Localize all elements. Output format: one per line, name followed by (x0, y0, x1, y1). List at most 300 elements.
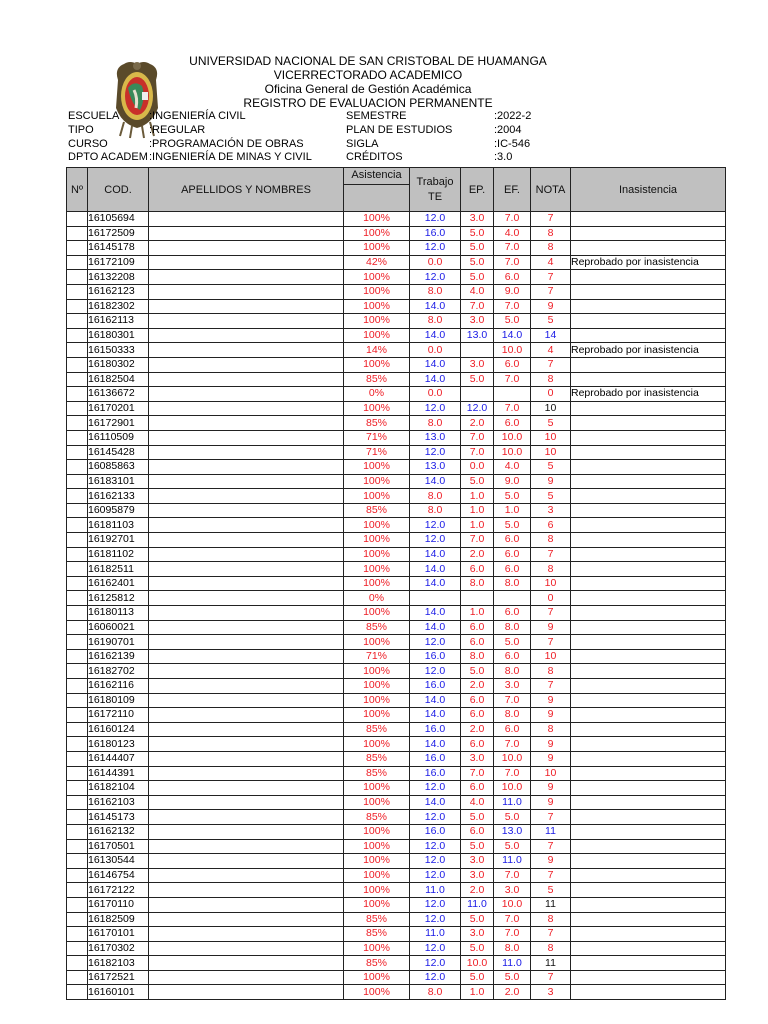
work-grade: 12.0 (410, 664, 461, 679)
final-grade: 7 (531, 810, 571, 825)
row-number (67, 751, 88, 766)
ep-grade: 6.0 (461, 708, 494, 723)
ef-grade: 5.0 (494, 314, 531, 329)
ep-grade: 5.0 (461, 270, 494, 285)
absence-status (571, 357, 726, 372)
ef-grade: 13.0 (494, 824, 531, 839)
student-name (149, 212, 344, 227)
row-number (67, 737, 88, 752)
absence-status (571, 606, 726, 621)
student-name (149, 562, 344, 577)
row-number (67, 387, 88, 402)
attendance-value: 100% (344, 314, 410, 329)
row-number (67, 795, 88, 810)
student-name (149, 299, 344, 314)
student-name (149, 416, 344, 431)
student-name (149, 635, 344, 650)
student-code: 16060021 (88, 620, 149, 635)
ep-grade: 8.0 (461, 576, 494, 591)
work-grade: 0.0 (410, 255, 461, 270)
ef-grade: 7.0 (494, 868, 531, 883)
final-grade: 7 (531, 868, 571, 883)
absence-status (571, 591, 726, 606)
row-number (67, 547, 88, 562)
student-code: 16170501 (88, 839, 149, 854)
work-grade: 14.0 (410, 606, 461, 621)
absence-status (571, 474, 726, 489)
escuela-label: ESCUELA (68, 110, 120, 122)
student-name (149, 751, 344, 766)
attendance-value: 85% (344, 766, 410, 781)
table-row (67, 854, 726, 869)
row-number (67, 401, 88, 416)
ef-grade: 6.0 (494, 649, 531, 664)
creditos-value: :3.0 (494, 151, 513, 163)
attendance-value: 100% (344, 270, 410, 285)
student-code: 16172122 (88, 883, 149, 898)
grades-table (66, 167, 726, 1000)
ef-grade: 6.0 (494, 562, 531, 577)
attendance-value: 100% (344, 854, 410, 869)
table-row (67, 824, 726, 839)
table-row (67, 416, 726, 431)
attendance-value: 100% (344, 547, 410, 562)
ef-grade: 8.0 (494, 620, 531, 635)
student-name (149, 985, 344, 1000)
absence-status (571, 299, 726, 314)
ep-grade: 5.0 (461, 912, 494, 927)
student-code: 16132208 (88, 270, 149, 285)
final-grade: 10 (531, 766, 571, 781)
ep-grade (461, 387, 494, 402)
row-number (67, 460, 88, 475)
attendance-value: 0% (344, 387, 410, 402)
absence-status (571, 693, 726, 708)
row-number (67, 635, 88, 650)
work-grade: 12.0 (410, 270, 461, 285)
student-name (149, 357, 344, 372)
ep-grade: 1.0 (461, 985, 494, 1000)
absence-status (571, 489, 726, 504)
ef-grade: 5.0 (494, 810, 531, 825)
final-grade: 8 (531, 241, 571, 256)
row-number (67, 649, 88, 664)
table-row (67, 912, 726, 927)
row-number (67, 693, 88, 708)
attendance-value: 100% (344, 606, 410, 621)
ef-grade: 9.0 (494, 284, 531, 299)
student-code: 16145173 (88, 810, 149, 825)
creditos-label: CRÉDITOS (346, 151, 403, 163)
student-name (149, 489, 344, 504)
absence-status (571, 810, 726, 825)
student-code: 16170110 (88, 897, 149, 912)
student-name (149, 781, 344, 796)
work-grade: 0.0 (410, 343, 461, 358)
ef-grade: 6.0 (494, 357, 531, 372)
table-row (67, 489, 726, 504)
student-name (149, 576, 344, 591)
ep-grade: 5.0 (461, 941, 494, 956)
attendance-value: 85% (344, 751, 410, 766)
student-code: 16162113 (88, 314, 149, 329)
student-code: 16172109 (88, 255, 149, 270)
table-row (67, 518, 726, 533)
ep-grade: 3.0 (461, 868, 494, 883)
ef-grade: 10.0 (494, 430, 531, 445)
final-grade: 10 (531, 430, 571, 445)
col-header-num: Nº (67, 168, 88, 212)
student-code: 16095879 (88, 503, 149, 518)
student-code: 16170101 (88, 927, 149, 942)
ef-grade: 14.0 (494, 328, 531, 343)
row-number (67, 372, 88, 387)
ef-grade: 8.0 (494, 576, 531, 591)
table-row (67, 562, 726, 577)
student-name (149, 912, 344, 927)
student-code: 16172521 (88, 970, 149, 985)
table-row (67, 751, 726, 766)
col-header-attendance: Asistencia (344, 168, 410, 185)
ep-grade: 5.0 (461, 474, 494, 489)
final-grade: 4 (531, 343, 571, 358)
attendance-subheader (344, 185, 410, 212)
table-row (67, 460, 726, 475)
final-grade: 7 (531, 270, 571, 285)
work-grade: 12.0 (410, 810, 461, 825)
dpto-label: DPTO ACADEM (68, 151, 148, 163)
final-grade: 0 (531, 387, 571, 402)
student-name (149, 854, 344, 869)
absence-status (571, 372, 726, 387)
final-grade: 11 (531, 956, 571, 971)
table-row (67, 927, 726, 942)
student-code: 16180302 (88, 357, 149, 372)
attendance-value: 85% (344, 620, 410, 635)
absence-status (571, 649, 726, 664)
ef-grade: 4.0 (494, 226, 531, 241)
plan-value: :2004 (494, 124, 522, 136)
final-grade: 10 (531, 401, 571, 416)
table-row (67, 722, 726, 737)
work-grade: 14.0 (410, 576, 461, 591)
table-row (67, 766, 726, 781)
final-grade: 14 (531, 328, 571, 343)
office-name: Oficina General de Gestión Académica (264, 82, 472, 96)
row-number (67, 897, 88, 912)
attendance-value: 85% (344, 912, 410, 927)
attendance-value: 100% (344, 693, 410, 708)
ef-grade: 5.0 (494, 489, 531, 504)
final-grade: 10 (531, 576, 571, 591)
student-code: 16162123 (88, 284, 149, 299)
ep-grade: 2.0 (461, 416, 494, 431)
ef-grade: 7.0 (494, 372, 531, 387)
absence-status (571, 416, 726, 431)
ef-grade: 10.0 (494, 445, 531, 460)
work-grade: 12.0 (410, 897, 461, 912)
row-number (67, 226, 88, 241)
student-name (149, 284, 344, 299)
attendance-value: 100% (344, 635, 410, 650)
absence-status (571, 635, 726, 650)
sigla-value: :IC-546 (494, 138, 531, 150)
ep-grade: 7.0 (461, 445, 494, 460)
col-header-grade: NOTA (531, 168, 571, 212)
table-row (67, 781, 726, 796)
attendance-value: 85% (344, 372, 410, 387)
row-number (67, 722, 88, 737)
ef-grade: 11.0 (494, 956, 531, 971)
table-row (67, 270, 726, 285)
attendance-value: 42% (344, 255, 410, 270)
final-grade: 9 (531, 737, 571, 752)
ep-grade: 5.0 (461, 241, 494, 256)
absence-status (571, 547, 726, 562)
ep-grade: 6.0 (461, 620, 494, 635)
work-grade: 12.0 (410, 854, 461, 869)
attendance-value: 100% (344, 839, 410, 854)
table-row (67, 357, 726, 372)
attendance-value: 100% (344, 460, 410, 475)
ep-grade: 5.0 (461, 664, 494, 679)
ef-grade: 9.0 (494, 474, 531, 489)
student-name (149, 620, 344, 635)
student-name (149, 722, 344, 737)
ef-grade: 4.0 (494, 460, 531, 475)
final-grade: 9 (531, 620, 571, 635)
table-row (67, 328, 726, 343)
student-name (149, 897, 344, 912)
row-number (67, 284, 88, 299)
absence-status (571, 533, 726, 548)
absence-status (571, 708, 726, 723)
final-grade: 8 (531, 562, 571, 577)
student-name (149, 474, 344, 489)
col-header-work (410, 168, 461, 212)
student-code: 16182104 (88, 781, 149, 796)
final-grade: 8 (531, 941, 571, 956)
final-grade: 5 (531, 883, 571, 898)
attendance-value: 85% (344, 927, 410, 942)
col-header-ep: EP. (461, 168, 494, 212)
absence-status (571, 781, 726, 796)
ep-grade: 5.0 (461, 970, 494, 985)
attendance-value: 100% (344, 664, 410, 679)
ef-grade: 10.0 (494, 343, 531, 358)
final-grade: 7 (531, 284, 571, 299)
table-row (67, 503, 726, 518)
ep-grade: 3.0 (461, 854, 494, 869)
table-row (67, 314, 726, 329)
student-name (149, 430, 344, 445)
absence-status (571, 270, 726, 285)
row-number (67, 562, 88, 577)
ef-grade: 7.0 (494, 912, 531, 927)
student-name (149, 591, 344, 606)
student-name (149, 649, 344, 664)
table-row (67, 387, 726, 402)
ep-grade: 7.0 (461, 430, 494, 445)
final-grade: 7 (531, 212, 571, 227)
student-code: 16192701 (88, 533, 149, 548)
student-name (149, 445, 344, 460)
table-row (67, 970, 726, 985)
table-row (67, 474, 726, 489)
table-row (67, 868, 726, 883)
student-code: 16160124 (88, 722, 149, 737)
work-grade (410, 591, 461, 606)
work-grade: 14.0 (410, 693, 461, 708)
work-grade: 12.0 (410, 241, 461, 256)
semestre-label: SEMESTRE (346, 110, 407, 122)
ep-grade: 1.0 (461, 503, 494, 518)
absence-status (571, 868, 726, 883)
table-row (67, 533, 726, 548)
ep-grade: 7.0 (461, 299, 494, 314)
attendance-value: 100% (344, 299, 410, 314)
absence-status (571, 912, 726, 927)
escuela-value: :INGENIERÍA CIVIL (149, 110, 246, 122)
student-code: 16136672 (88, 387, 149, 402)
ep-grade: 6.0 (461, 824, 494, 839)
student-name (149, 533, 344, 548)
absence-status (571, 883, 726, 898)
ep-grade: 1.0 (461, 518, 494, 533)
attendance-value: 100% (344, 212, 410, 227)
work-grade: 14.0 (410, 474, 461, 489)
attendance-value: 0% (344, 591, 410, 606)
work-grade: 16.0 (410, 679, 461, 694)
student-name (149, 387, 344, 402)
final-grade: 5 (531, 416, 571, 431)
student-code: 16160101 (88, 985, 149, 1000)
work-grade: 12.0 (410, 956, 461, 971)
dpto-value: :INGENIERÍA DE MINAS Y CIVIL (149, 151, 312, 163)
final-grade: 7 (531, 635, 571, 650)
row-number (67, 430, 88, 445)
ep-grade: 3.0 (461, 927, 494, 942)
table-row (67, 941, 726, 956)
student-code: 16182509 (88, 912, 149, 927)
table-row (67, 284, 726, 299)
work-grade: 8.0 (410, 416, 461, 431)
ep-grade: 5.0 (461, 226, 494, 241)
table-row (67, 737, 726, 752)
ef-grade: 3.0 (494, 679, 531, 694)
student-name (149, 868, 344, 883)
row-number (67, 445, 88, 460)
student-code: 16172110 (88, 708, 149, 723)
student-code: 16162133 (88, 489, 149, 504)
row-number (67, 212, 88, 227)
attendance-value: 14% (344, 343, 410, 358)
final-grade: 9 (531, 299, 571, 314)
student-name (149, 693, 344, 708)
final-grade: 9 (531, 708, 571, 723)
ef-grade: 7.0 (494, 737, 531, 752)
student-code: 16162132 (88, 824, 149, 839)
work-grade: 16.0 (410, 751, 461, 766)
final-grade: 8 (531, 533, 571, 548)
work-grade: 8.0 (410, 503, 461, 518)
final-grade: 9 (531, 781, 571, 796)
row-number (67, 533, 88, 548)
student-code: 16181102 (88, 547, 149, 562)
final-grade: 9 (531, 795, 571, 810)
row-number (67, 255, 88, 270)
tipo-value: :REGULAR (149, 124, 206, 136)
ef-grade: 6.0 (494, 416, 531, 431)
table-row (67, 795, 726, 810)
ef-grade: 8.0 (494, 708, 531, 723)
final-grade: 6 (531, 518, 571, 533)
absence-status (571, 854, 726, 869)
row-number (67, 328, 88, 343)
absence-status (571, 795, 726, 810)
row-number (67, 824, 88, 839)
final-grade: 7 (531, 606, 571, 621)
student-name (149, 503, 344, 518)
absence-status (571, 824, 726, 839)
absence-status (571, 679, 726, 694)
table-row (67, 708, 726, 723)
attendance-value: 100% (344, 576, 410, 591)
work-grade: 8.0 (410, 284, 461, 299)
student-name (149, 241, 344, 256)
attendance-value: 100% (344, 489, 410, 504)
work-grade: 12.0 (410, 533, 461, 548)
absence-status (571, 314, 726, 329)
student-name (149, 372, 344, 387)
student-code: 16190701 (88, 635, 149, 650)
work-grade: 14.0 (410, 547, 461, 562)
attendance-value: 100% (344, 679, 410, 694)
ep-grade: 3.0 (461, 751, 494, 766)
work-grade: 8.0 (410, 985, 461, 1000)
plan-label: PLAN DE ESTUDIOS (346, 124, 453, 136)
table-row (67, 620, 726, 635)
student-code: 16162103 (88, 795, 149, 810)
work-grade: 8.0 (410, 489, 461, 504)
student-code: 16170302 (88, 941, 149, 956)
work-label-line1: Trabajo (416, 175, 454, 188)
table-row (67, 693, 726, 708)
col-header-absence: Inasistencia (571, 168, 726, 212)
student-name (149, 328, 344, 343)
ef-grade: 10.0 (494, 751, 531, 766)
final-grade: 9 (531, 474, 571, 489)
ef-grade: 2.0 (494, 985, 531, 1000)
student-name (149, 226, 344, 241)
row-number (67, 679, 88, 694)
student-name (149, 343, 344, 358)
final-grade: 8 (531, 372, 571, 387)
student-code: 16182511 (88, 562, 149, 577)
attendance-value: 100% (344, 737, 410, 752)
ep-grade: 5.0 (461, 255, 494, 270)
table-row (67, 576, 726, 591)
ep-grade (461, 343, 494, 358)
student-name (149, 766, 344, 781)
table-row (67, 664, 726, 679)
col-header-code: COD. (88, 168, 149, 212)
ep-grade: 4.0 (461, 795, 494, 810)
row-number (67, 985, 88, 1000)
row-number (67, 927, 88, 942)
ep-grade: 6.0 (461, 562, 494, 577)
table-row (67, 956, 726, 971)
